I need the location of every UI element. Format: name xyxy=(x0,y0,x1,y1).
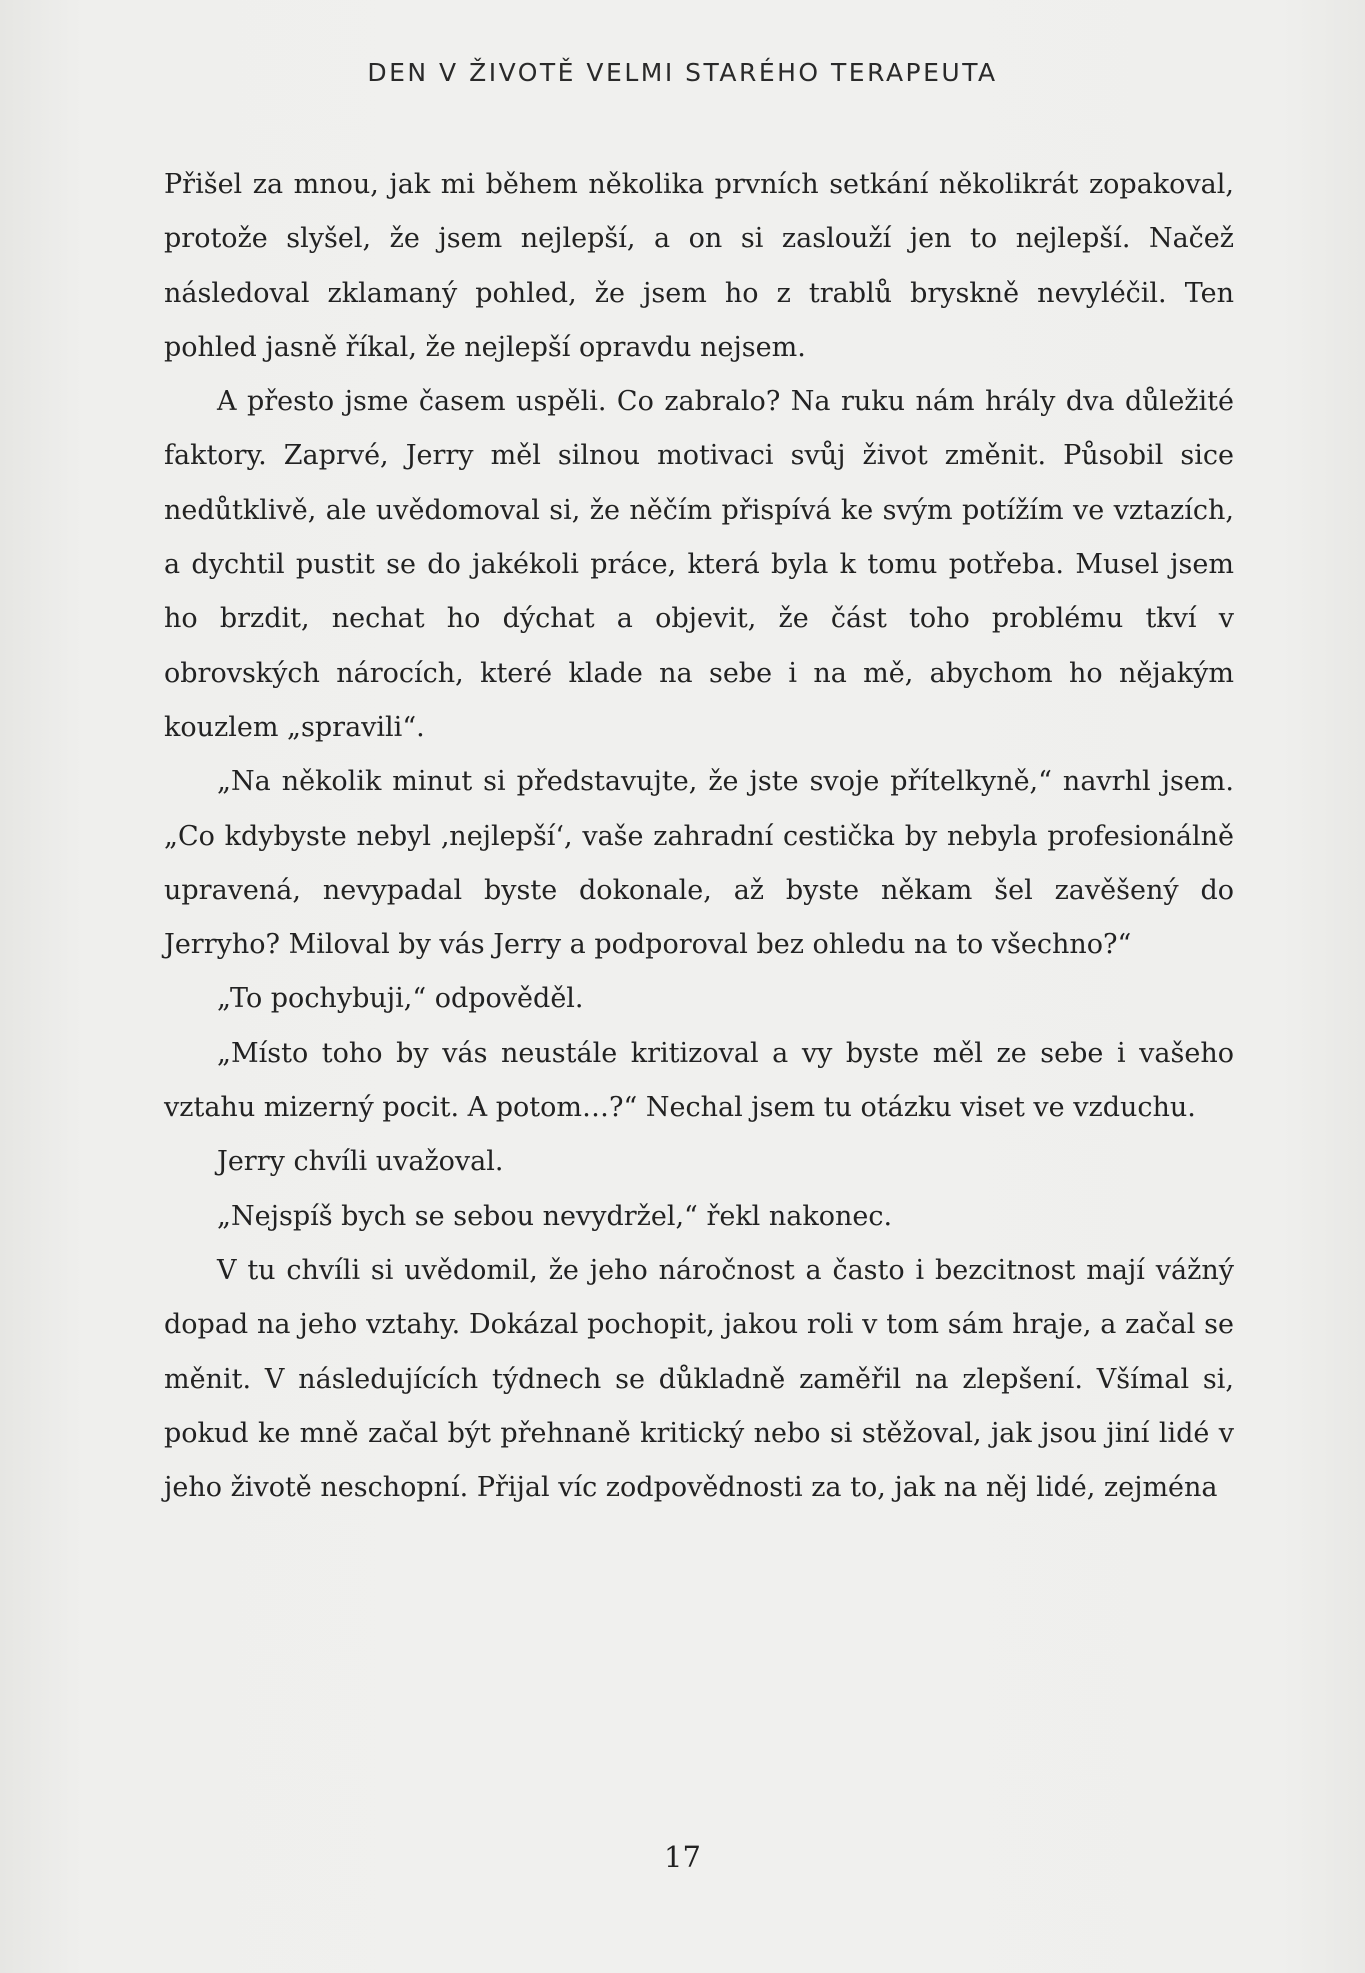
paragraph: „To pochybuji,“ odpověděl. xyxy=(217,983,584,1015)
paragraph: Přišel za mnou, jak mi během několika prvních setkání několikrát zopakoval, protože slyšel, že jsem nejlepší, a on si zaslouží jen to nejlepší. Načež následoval zklamaný pohled, že jsem ho z trablů bryskně nevyléčil. Ten pohled jasně říkal, že nejlepší opravdu nejsem. xyxy=(164,169,1234,363)
paragraph: „Nejspíš bych se sebou nevydržel,“ řekl nakonec. xyxy=(217,1200,893,1232)
paragraph: A přesto jsme časem uspěli. Co zabralo? Na ruku nám hrály dva důležité faktory. Zaprvé, Jerry měl silnou motivaci svůj život změnit. Působil sice nedůtklivě, ale uvědomoval si, že něčím přispívá ke svým potížím ve vztazích, a dychtil pustit se do jakékoli práce, která byla k tomu potřeba. Musel jsem ho brzdit, nechat ho dýchat a objevit, že část toho problému tkví v obrovských nárocích, které klade na sebe i na mě, abychom ho nějakým kouzlem „spravili“. xyxy=(164,386,1234,743)
paragraph: „Místo toho by vás neustále kritizoval a vy byste měl ze sebe i vašeho vztahu mizerný pocit. A potom…?“ Nechal jsem tu otázku viset ve vzduchu. xyxy=(164,1037,1234,1124)
running-header: DEN V ŽIVOTĚ VELMI STARÉHO TERAPEUTA xyxy=(367,58,998,87)
page-number: 17 xyxy=(664,1840,701,1874)
paragraph: Jerry chvíli uvažoval. xyxy=(217,1146,504,1178)
body-text xyxy=(164,158,1234,1515)
paragraph: „Na několik minut si představujte, že jste svoje přítelkyně,“ navrhl jsem. „Co kdybyste nebyl ‚nejlepší‘, vaše zahradní cestička by nebyla profesionálně upravená, nevypadal byste dokonale, až byste někam šel zavěšený do Jerryho? Miloval by vás Jerry a podporoval bez ohledu na to všechno?“ xyxy=(164,766,1234,961)
paragraph: V tu chvíli si uvědomil, že jeho náročnost a často i bezcitnost mají vážný dopad na jeho vztahy. Dokázal pochopit, jakou roli v tom sám hraje, a začal se měnit. V následujících týdnech se důkladně zaměřil na zlepšení. Všímal si, pokud ke mně začal být přehnaně kritický nebo si stěžoval, jak jsou jiní lidé v jeho životě neschopní. Přijal víc zodpovědnosti za to, jak na něj lidé, zejména xyxy=(164,1254,1234,1504)
